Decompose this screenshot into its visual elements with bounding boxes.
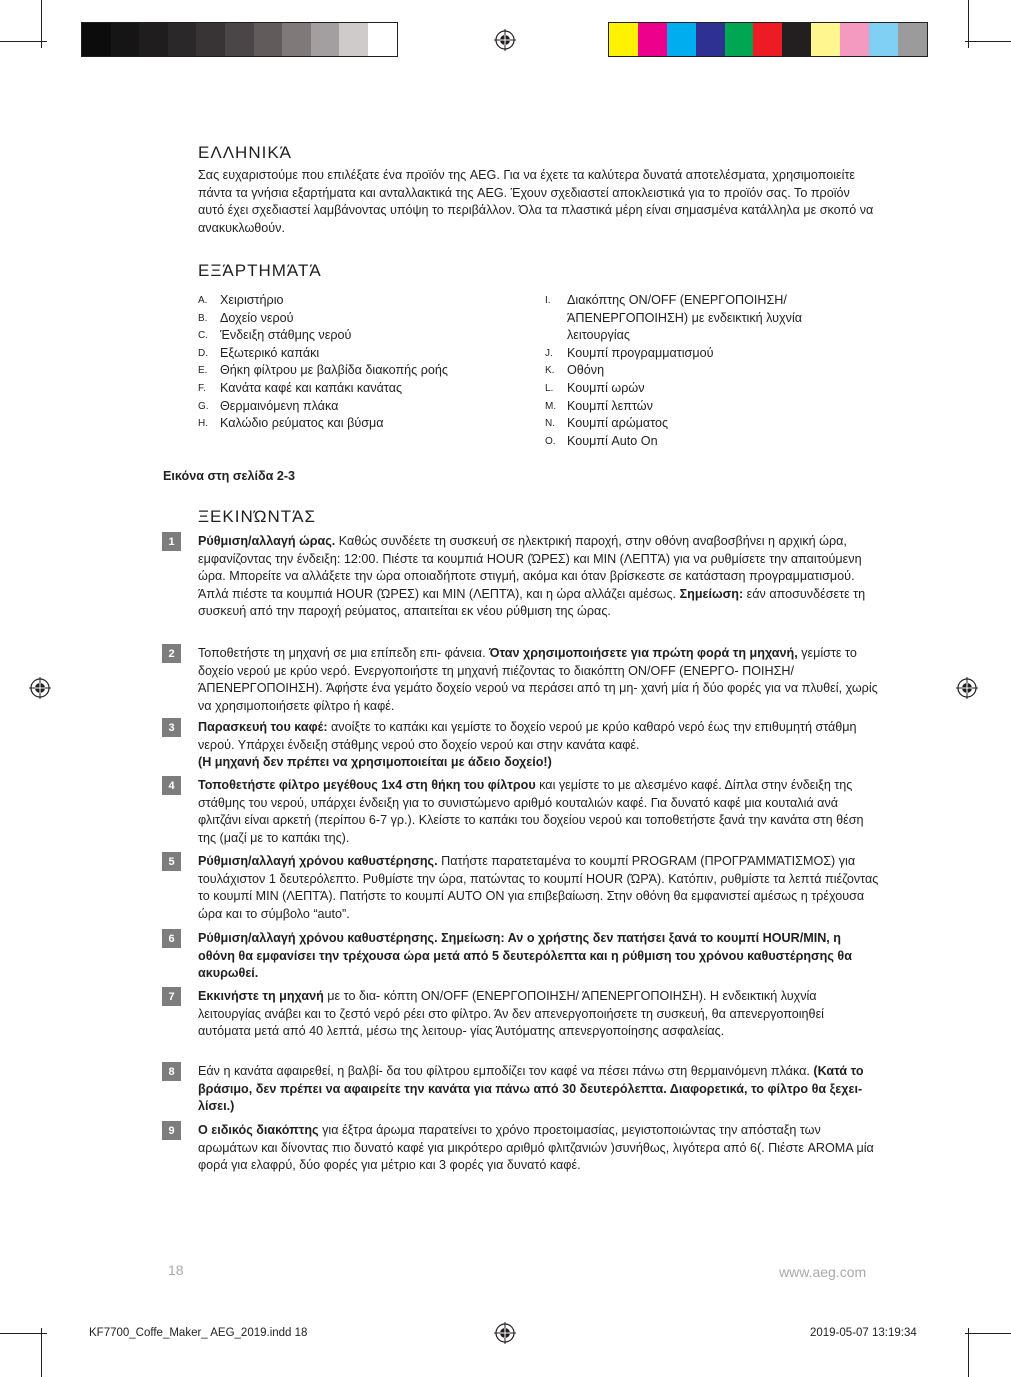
- color-swatch: [368, 23, 397, 56]
- getting-started-heading: ΞΕΚΙΝΏΝΤΆΣ: [198, 507, 317, 526]
- bold-text: Ο ειδικός διακόπτης: [198, 1123, 319, 1137]
- bold-text: Παρασκευή του καφέ:: [198, 720, 328, 734]
- item-text: Κουμπί λεπτών: [567, 398, 653, 413]
- figure-reference: Εικόνα στη σελίδα 2-3: [163, 469, 296, 483]
- step-text: [198, 930, 880, 983]
- bold-text: Ρύθμιση/αλλαγή ώρας.: [198, 534, 336, 548]
- parts-list-item: [545, 380, 855, 398]
- item-text: Δοχείο νερού: [220, 310, 294, 325]
- parts-heading: ΕΞΆΡΤΗΜΆΤΆ: [198, 261, 322, 280]
- text: γεμίστε το δοχείο νερού με κρύο νερό. Ενεργοποιήστε τη μηχανή πιέζοντας το διακόπτη ON/OFF (ΕΝΕΡΓΟ- ΠΟΙΗΣΗ/ΆΠΕΝΕΡΓΟΠΟΙΗΣΗ). Άφήστε ένα γεμάτο δοχείο νερού να περάσει από τη μη- χανή μία ή δύο φορές για να πλυθεί, χωρίς να χρησιμοποιήσετε φίλτρο ή καφέ.: [198, 646, 878, 713]
- step-number-badge: 6: [162, 929, 181, 948]
- color-swatch: [667, 23, 696, 56]
- item-letter: H.: [198, 418, 208, 430]
- bold-text: Σημείωση:: [679, 586, 744, 601]
- color-swatch: [282, 23, 311, 56]
- step: [162, 645, 880, 715]
- step-number-badge: 3: [162, 718, 181, 737]
- bold-text: (Κατά το βράσιμο, δεν πρέπει να αφαιρείτε την κανάτα για πάνω από 30 δευτερόλεπτα. Διαφορετικά, το φίλτρο θα ξεχει- λίσει.): [198, 1064, 864, 1114]
- step-number-badge: 2: [162, 644, 181, 663]
- item-letter: F.: [198, 382, 206, 394]
- color-swatch: [725, 23, 754, 56]
- color-swatch: [168, 23, 197, 56]
- item-letter: K.: [545, 365, 555, 377]
- step-number-badge: 5: [162, 852, 181, 871]
- color-swatch: [311, 23, 340, 56]
- item-letter: J.: [545, 347, 553, 359]
- item-text: Εξωτερικό καπάκι: [220, 345, 320, 360]
- item-letter: E.: [198, 365, 208, 377]
- color-swatch: [638, 23, 667, 56]
- item-text: Καλώδιο ρεύματος και βύσμα: [220, 416, 384, 431]
- color-swatch: [139, 23, 168, 56]
- item-text: Κανάτα καφέ και καπάκι κανάτας: [220, 380, 403, 395]
- parts-list-item: [198, 398, 468, 416]
- item-letter: D.: [198, 347, 208, 359]
- color-swatch: [111, 23, 140, 56]
- step-text: [198, 533, 880, 621]
- step-number-badge: 1: [162, 532, 181, 551]
- parts-list-item: [545, 415, 855, 433]
- color-swatch: [225, 23, 254, 56]
- registration-mark-icon: [494, 29, 516, 51]
- step-text: [198, 988, 880, 1041]
- step-text: [198, 853, 880, 923]
- text: ανοίξτε το καπάκι και γεμίστε το δοχείο νερού με κρύο καθαρό νερό έως την επιθυμητή στάθμη νερού. Υπάρχει ένδειξη στάθμης νερού στο δοχείο νερού και στην κανάτα καφέ.: [198, 720, 857, 752]
- item-letter: O.: [545, 435, 556, 447]
- bold-text: (Η μηχανή δεν πρέπει να χρησιμοποιείται με άδειο δοχείο!): [198, 755, 552, 770]
- color-swatch: [609, 23, 638, 56]
- item-text: Θερμαινόμενη πλάκα: [220, 398, 339, 413]
- item-letter: A.: [198, 295, 208, 306]
- bold-text: Όταν χρησιμοποιήσετε για πρώτη φορά τη μηχανή,: [489, 646, 798, 660]
- parts-list-item: [545, 362, 855, 380]
- parts-list-item: [198, 415, 468, 433]
- intro-paragraph: Σας ευχαριστούμε που επιλέξατε ένα προϊόν της AEG. Για να έχετε τα καλύτερα δυνατά αποτελέσματα, χρησιμοποιείτε πάντα τα γνήσια εξαρτήματα και ανταλλακτικά της AEG. Έχουν σχεδιαστεί αποκλειστικά για το προϊόν σας. Το προϊόν αυτό έχει σχεδιαστεί λαμβάνοντας υπόψη το περιβάλλον. Όλα τα πλαστικά μέρη είναι σημασμένα κατάλληλα με σκοπό να ανακυκλωθούν.: [198, 168, 874, 235]
- color-swatch: [840, 23, 869, 56]
- parts-list-right: [545, 292, 855, 450]
- item-letter: N.: [545, 418, 555, 430]
- parts-list-item: [198, 310, 468, 328]
- parts-list-item: [198, 292, 468, 310]
- parts-list-item: [198, 327, 468, 345]
- step-number-badge: 9: [162, 1121, 181, 1140]
- step-number-badge: 4: [162, 776, 181, 795]
- parts-list-item: [545, 292, 855, 345]
- grayscale-calibration-bar: [81, 22, 398, 57]
- parts-list-item: [545, 433, 855, 451]
- parts-list-item: [198, 362, 468, 380]
- color-swatch: [782, 23, 811, 56]
- page-number: 18: [168, 1262, 184, 1278]
- bold-text: Ρύθμιση/αλλαγή χρόνου καθυστέρησης.: [198, 854, 438, 868]
- item-letter: I.: [545, 295, 551, 306]
- text: εάν αποσυνδέσετε τη συσκευή από την παροχή ρεύματος, απαιτείται εκ νέου ρύθμιση της ώρας.: [198, 586, 866, 619]
- step-number-badge: 7: [162, 987, 181, 1006]
- item-letter: B.: [198, 312, 208, 324]
- registration-mark-icon: [494, 1322, 516, 1344]
- parts-list-item: [198, 380, 468, 398]
- step: [162, 777, 880, 847]
- text: και γεμίστε το με αλεσμένο καφέ. Δίπλα στην ένδειξη της στάθμης του νερού, υπάρχει ένδειξη για το συνιστώμενο αριθμό κουταλιών καφέ. Για δυνατό καφέ μια κουταλιά ανά φλιτζάνι είναι αρκετή (περίπου 6-7 γρ.). Κλείστε το καπάκι του δοχείου νερού και τοποθετήστε ξανά την κανάτα στη θέση της (μαζί με το καπάκι της).: [198, 778, 864, 845]
- item-letter: L.: [545, 382, 554, 394]
- registration-mark-icon: [956, 677, 978, 699]
- slug-filename: KF7700_Coffe_Maker_ AEG_2019.indd 18: [89, 1327, 308, 1339]
- item-letter: G.: [198, 400, 209, 412]
- step: [162, 988, 880, 1041]
- color-swatch: [811, 23, 840, 56]
- text: Καθώς συνδέετε τη συσκευή σε ηλεκτρική παροχή, στην οθόνη αναβοσβήνει η αρχική ώρα, εμφανίζοντας την ένδειξη: 12:00. Πιέστε τα κουμπιά HOUR (ΏΡΕΣ) και MIN (ΛΕΠΤΆ) για να ρυθμίσετε την απαιτούμενη ώρα. Μπορείτε να αλλάξετε την ώρα οποιαδήποτε στιγμή, ακόμα και όταν βρίσκεστε σε κατάσταση προγραμματισμού. Άπλά πιέστε τα κουμπιά HOUR (ΏΡΕΣ) και MIN (ΛΕΠΤΆ), και η ώρα αλλάζει αμέσως.: [198, 534, 862, 601]
- language-heading: ΕΛΛΗΝΙΚΆ: [198, 143, 293, 162]
- bold-text: Εκκινήστε τη μηχανή: [198, 989, 324, 1003]
- item-letter: C.: [198, 330, 208, 342]
- text: Πατήστε παρατεταμένα το κουμπί PROGRAM (ΠΡΟΓΡΆΜΜΆΤΙΣΜΟΣ) για τουλάχιστον 1 δευτερόλεπτο. Ρυθμίστε την ώρα, πατώντας το κουμπί HOUR (ΏΡΆ). Κατόπιν, ρυθμίστε τα λεπτά πιέζοντας το κουμπί MIN (ΛΕΠΤΆ). Πατήστε το κουμπί AUTO ON για επιβεβαίωση. Στην οθόνη θα εμφανιστεί αμέσως η τρέχουσα ώρα και το σύμβολο “auto”.: [198, 854, 879, 921]
- step-text: [198, 1122, 880, 1175]
- registration-mark-icon: [29, 677, 51, 699]
- item-text: Κουμπί προγραμματισμού: [567, 345, 714, 360]
- color-calibration-bar: [608, 22, 928, 57]
- text: Τοποθετήστε τη μηχανή σε μια επίπεδη επι- φάνεια.: [198, 646, 490, 660]
- item-text: Θήκη φίλτρου με βαλβίδα διακοπής ροής: [220, 363, 448, 378]
- step-text: [198, 719, 880, 772]
- item-letter: M.: [545, 400, 557, 412]
- color-swatch: [869, 23, 898, 56]
- parts-list-item: [198, 345, 468, 363]
- item-text: Χειριστήριο: [220, 293, 284, 307]
- text: για έξτρα άρωμα παρατείνει το χρόνο προετοιμασίας, μεγιστοποιώντας την απόσταξη των αρωμάτων και δίνοντας πιο δυνατό καφέ για μικρότερο αριθμό φλιτζανιών )συνήθως, λιγότερα από 6(. Πιέστε AROMA μία φορά για ελαφρύ, δύο φορές για μέτριο και 3 φορές για δυνατό καφέ.: [198, 1123, 874, 1173]
- parts-list-item: [545, 345, 855, 363]
- color-swatch: [753, 23, 782, 56]
- color-swatch: [339, 23, 368, 56]
- slug-date: 2019-05-07 13:19:34: [810, 1327, 917, 1339]
- step-number-badge: 8: [162, 1062, 181, 1081]
- color-swatch: [196, 23, 225, 56]
- color-swatch: [82, 23, 111, 56]
- step: [162, 1063, 880, 1116]
- item-text: Διακόπτης ON/OFF (ΕΝΕΡΓΟΠΟΙΗΣΗ/ ΆΠΕΝΕΡΓΟΠΟΙΗΣΗ) με ενδεικτική λυχνία λειτουργίας: [567, 293, 803, 343]
- text: με το δια- κόπτη ON/OFF (ΕΝΕΡΓΟΠΟΙΗΣΗ/ ΆΠΕΝΕΡΓΟΠΟΙΗΣΗ). Η ενδεικτική λυχνία λειτουργίας ανάβει και το ζεστό νερό ρέει στο φίλτρο. Άν δεν απενεργοποιήσετε τη συσκευή, θα απενεργοποιηθεί αυτόματα μετά από 40 λεπτά, μέσω της λειτουρ- γίας Άυτόματης απενεργοποίησης ασφαλείας.: [198, 989, 824, 1039]
- website: www.aeg.com: [779, 1264, 867, 1280]
- text: Εάν η κανάτα αφαιρεθεί, η βαλβί- δα του φίλτρου εμποδίζει τον καφέ να πέσει πάνω στη θερμαινόμενη πλάκα.: [198, 1064, 814, 1078]
- step: [162, 719, 880, 772]
- item-text: Κουμπί Auto On: [567, 433, 658, 448]
- step: [162, 853, 880, 923]
- step-text: [198, 777, 880, 847]
- step: [162, 1122, 880, 1175]
- color-swatch: [898, 23, 927, 56]
- parts-list-item: [545, 398, 855, 416]
- step: [162, 930, 880, 983]
- step-text: [198, 1063, 880, 1116]
- item-text: Κουμπί αρώματος: [567, 416, 669, 431]
- bold-text: Ρύθμιση/αλλαγή χρόνου καθυστέρησης. Σημείωση: Αν ο χρήστης δεν πατήσει ξανά το κουμπί HOUR/MIN, η οθόνη θα εμφανίσει την τρέχουσα ώρα μετά από 5 δευτερόλεπτα και η ρύθμιση του χρόνου καθυστέρησης θα ακυρωθεί.: [198, 931, 852, 981]
- item-text: Κουμπί ωρών: [567, 380, 645, 395]
- step: [162, 533, 880, 621]
- step-text: [198, 645, 880, 715]
- bold-text: Τοποθετήστε φίλτρο μεγέθους 1x4 στη θήκη του φίλτρου: [198, 778, 536, 792]
- item-text: Ένδειξη στάθμης νερού: [220, 328, 352, 343]
- color-swatch: [696, 23, 725, 56]
- item-text: Οθόνη: [567, 363, 605, 378]
- color-swatch: [254, 23, 283, 56]
- parts-list-left: [198, 292, 468, 433]
